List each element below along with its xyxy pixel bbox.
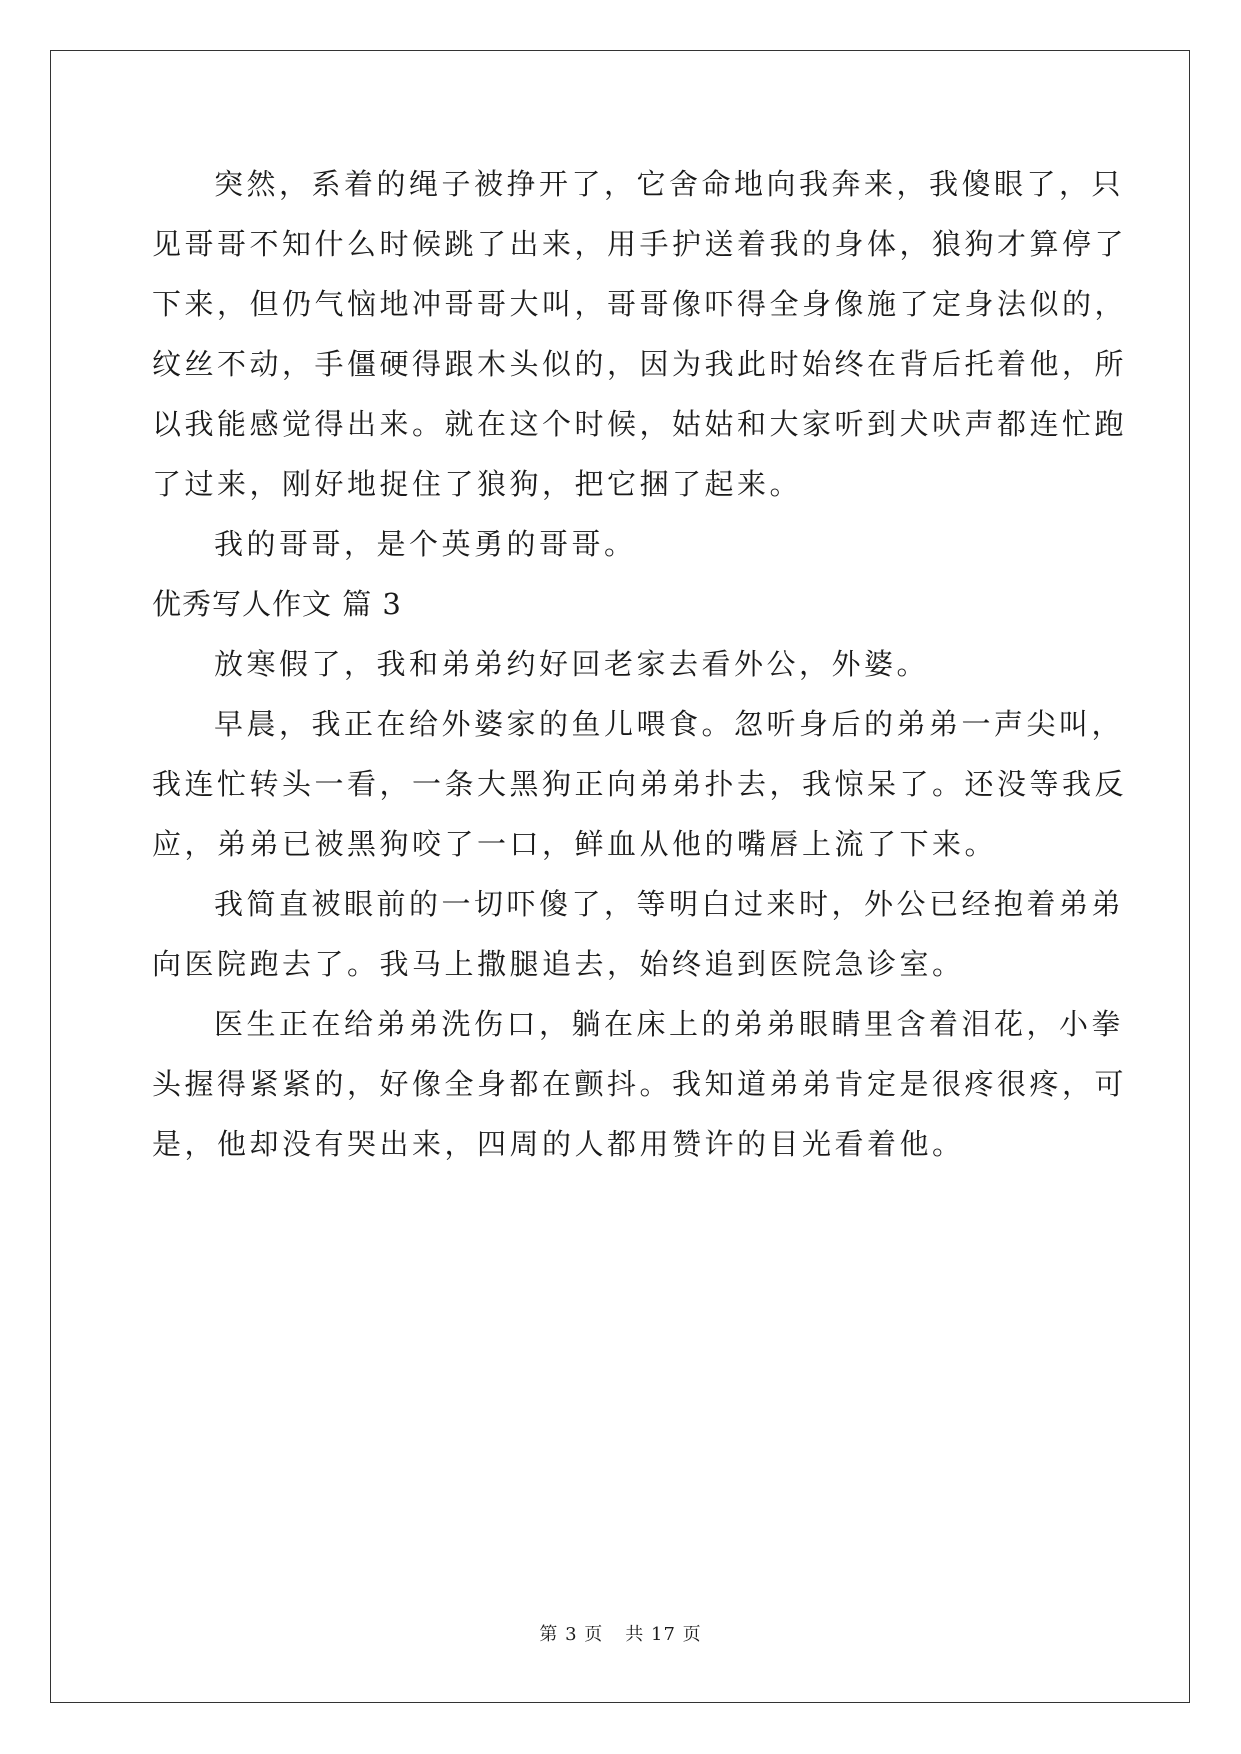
paragraph-line: 我简直被眼前的一切吓傻了，等明白过来时，外公已经抱着弟弟 [214, 887, 1125, 921]
paragraph-line: 纹丝不动，手僵硬得跟木头似的，因为我此时始终在背后托着他，所 [152, 347, 1128, 381]
section-heading: 优秀写人作文 篇 3 [152, 587, 402, 621]
paragraph-line: 了过来，刚好地捉住了狼狗，把它捆了起来。 [152, 467, 803, 501]
paragraph-line: 我的哥哥，是个英勇的哥哥。 [214, 527, 637, 561]
paragraph-line: 是，他却没有哭出来，四周的人都用赞许的目光看着他。 [152, 1127, 965, 1161]
paragraph-line: 突然，系着的绳子被挣开了，它舍命地向我奔来，我傻眼了，只 [214, 167, 1125, 201]
paragraph-line: 应，弟弟已被黑狗咬了一口，鲜血从他的嘴唇上流了下来。 [152, 827, 998, 861]
paragraph-line: 头握得紧紧的，好像全身都在颤抖。我知道弟弟肯定是很疼很疼，可 [152, 1067, 1128, 1101]
page-number: 第 3 页 [539, 1624, 604, 1645]
paragraph-line: 我连忙转头一看，一条大黑狗正向弟弟扑去，我惊呆了。还没等我反 [152, 767, 1128, 801]
paragraph-line: 向医院跑去了。我马上撒腿追去，始终追到医院急诊室。 [152, 947, 965, 981]
page-total: 共 17 页 [625, 1624, 702, 1645]
paragraph-line: 以我能感觉得出来。就在这个时候，姑姑和大家听到犬吠声都连忙跑 [152, 407, 1128, 441]
paragraph-line: 医生正在给弟弟洗伤口，躺在床上的弟弟眼睛里含着泪花，小拳 [214, 1007, 1125, 1041]
page-footer [0, 1623, 1241, 1647]
paragraph-line: 见哥哥不知什么时候跳了出来，用手护送着我的身体，狼狗才算停了 [152, 227, 1128, 261]
paragraph-line: 早晨，我正在给外婆家的鱼儿喂食。忽听身后的弟弟一声尖叫， [214, 707, 1125, 741]
paragraph-line: 下来，但仍气恼地冲哥哥大叫，哥哥像吓得全身像施了定身法似的， [152, 287, 1128, 321]
paragraph-line: 放寒假了，我和弟弟约好回老家去看外公，外婆。 [214, 647, 930, 681]
